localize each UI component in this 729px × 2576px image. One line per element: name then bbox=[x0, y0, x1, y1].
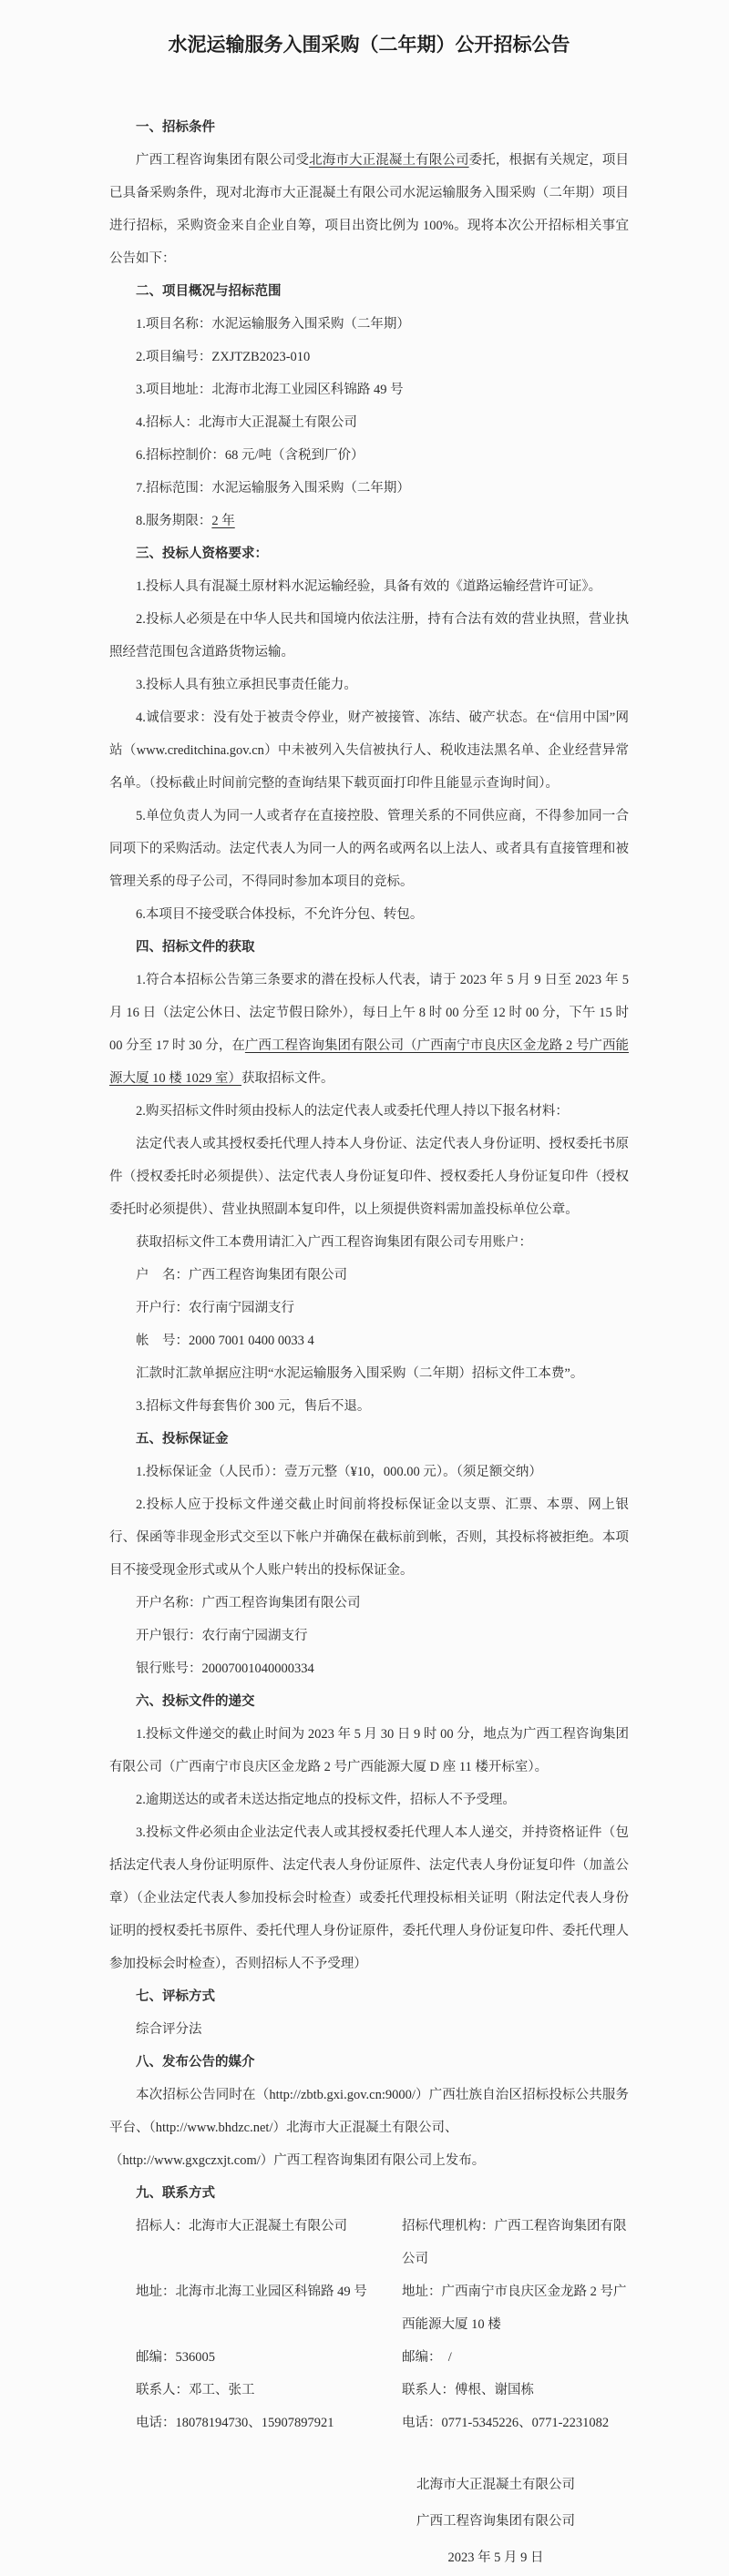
qualification-item-2: 2.投标人必须是在中华人民共和国境内依法注册，持有合法有效的营业执照，营业执照经营范围包含道路货物运输。 bbox=[109, 612, 629, 659]
publish-media-paragraph: 本次招标公告同时在（http://zbtb.gxi.gov.cn:9000/）广西壮族自治区招标投标公共服务平台、（http://www.bhdzc.net/）北海市大正混凝土有限公司、 bbox=[109, 2088, 629, 2135]
tenderer-contact-name: 招标人：北海市大正混凝土有限公司 bbox=[136, 2219, 347, 2234]
contact-row-persons bbox=[109, 2374, 629, 2407]
contact-row-addresses bbox=[109, 2275, 629, 2341]
qualification-item-4: 4.诚信要求：没有处于被责令停业，财产被接管、冻结、破产状态。在“信用中国”网站（www.creditchina.gov.cn）中未被列入失信被执行人、税收违法黑名单、企业经营异常名单。（投标截止时间前完整的查询结果下载页面打印件且能显示查询时间）。 bbox=[109, 710, 629, 791]
section-4-heading: 四、招标文件的获取 bbox=[136, 940, 255, 955]
representative-materials-paragraph: 法定代表人或其授权委托代理人持本人身份证、法定代表人身份证明、授权委托书原件（授权委托时必须提供）、法定代表人身份证复印件、授权委托人身份证复印件（授权委托时必须提供）、营业执照副本复印件，以上须提供资料需加盖投标单位公章。 bbox=[109, 1137, 629, 1217]
document-title: 水泥运输服务入围采购（二年期）公开招标公告 bbox=[168, 34, 570, 56]
tenderer-signature: 北海市大正混凝土有限公司 bbox=[416, 2478, 575, 2492]
agency-postcode: 邮编： / bbox=[402, 2350, 452, 2365]
section-1-intro-paragraph bbox=[109, 144, 629, 275]
remittance-note: 汇款时汇款单据应注明“水泥运输服务入围采购（二年期）招标文件工本费”。 bbox=[136, 1366, 584, 1381]
document-price-item: 3.招标文件每套售价 300 元，售后不退。 bbox=[136, 1399, 371, 1414]
control-price-item: 6.招标控制价：68 元/吨（含税到厂价） bbox=[136, 448, 364, 463]
fee-bank-name: 开户行：农行南宁园湖支行 bbox=[136, 1301, 294, 1315]
section-5-heading: 五、投标保证金 bbox=[136, 1432, 229, 1446]
purchase-materials-paragraph: 2.购买招标文件时须由投标人的法定代表人或委托代理人持以下报名材料： bbox=[136, 1104, 569, 1119]
qualification-item-3: 3.投标人具有独立承担民事责任能力。 bbox=[136, 678, 357, 692]
tenderer-contact-person: 联系人：邓工、张工 bbox=[136, 2383, 255, 2397]
entrusting-company-underlined: 北海市大正混凝土有限公司 bbox=[309, 153, 469, 168]
bond-bank-name: 开户银行：农行南宁园湖支行 bbox=[136, 1629, 308, 1643]
bid-bond-payment-paragraph: 2.投标人应于投标文件递交截止时间前将投标保证金以支票、汇票、本票、网上银行、保函等非现金形式交至以下帐户并确保在截标前到帐，否则，其投标将被拒绝。本项目不接受现金形式或从个人账户转出的投标保证金。 bbox=[109, 1498, 629, 1578]
submission-credentials-item: 3.投标文件必须由企业法定代表人或其授权委托代理人本人递交，并持资格证件（包括法定代表人身份证明原件、法定代表人身份证原件、法定代表人身份证复印件（加盖公章）（企业法定代表人参加投标会时检查）或委托代理投标相关证明（附法定代表人身份证明的授权委托书原件、委托代理人身份证原件，委托代理人身份证复印件、委托代理人参加投标会时检查），否则招标人不予受理） bbox=[109, 1825, 629, 1971]
section-9-heading: 九、联系方式 bbox=[136, 2186, 215, 2201]
qualification-item-1: 1.投标人具有混凝土原材料水泥运输经验，具备有效的《道路运输经营许可证》。 bbox=[136, 579, 602, 594]
tenderer-postcode: 邮编：536005 bbox=[136, 2350, 215, 2365]
bond-account-number: 银行账号：20007001040000334 bbox=[136, 1661, 314, 1676]
intro-post-text: 委托，根据有关规定，项目已具备采购条件，现对北海市大正混凝土有限公司水泥运输服务入围采购（二年期）项目进行招标，采购资金来自企业自筹，项目出资比例为 100%。现将本次公开招标相关事宜公告如下： bbox=[109, 153, 629, 266]
section-6-heading: 六、投标文件的递交 bbox=[136, 1694, 255, 1709]
bond-account-name: 开户名称：广西工程咨询集团有限公司 bbox=[136, 1596, 361, 1610]
contact-row-postcodes bbox=[109, 2341, 629, 2374]
tenderer-item: 4.招标人：北海市大正混凝土有限公司 bbox=[136, 415, 357, 430]
section-8-heading: 八、发布公告的媒介 bbox=[136, 2055, 255, 2070]
evaluation-method: 综合评分法 bbox=[136, 2022, 202, 2037]
bid-bond-amount-item: 1.投标保证金（人民币）：壹万元整（¥10，000.00 元）。（须足额交纳） bbox=[136, 1465, 542, 1479]
publish-media-paragraph-2: （http://www.gxgczxjt.com/）广西工程咨询集团有限公司上发布。 bbox=[109, 2153, 486, 2168]
tenderer-address: 地址：北海市北海工业园区科锦路 49 号 bbox=[136, 2285, 367, 2299]
fee-account-number: 帐 号：2000 7001 0400 0033 4 bbox=[136, 1334, 314, 1348]
project-address-item: 3.项目地址：北海市北海工业园区科锦路 49 号 bbox=[136, 383, 404, 397]
agency-phone: 电话：0771-5345226、0771-2231082 bbox=[402, 2416, 610, 2430]
section-7-heading: 七、评标方式 bbox=[136, 1989, 215, 2004]
contact-row-phones bbox=[109, 2407, 629, 2439]
obtain-place-underlined: 广西工程咨询集团有限公司（广西南宁市良庆区金龙路 2 号广西能源大厦 10 楼 1029 室） bbox=[109, 1038, 630, 1086]
section-3-heading: 三、投标人资格要求： bbox=[136, 547, 268, 561]
document-fee-remit-paragraph: 获取招标文件工本费用请汇入广西工程咨询集团有限公司专用账户： bbox=[136, 1235, 532, 1250]
project-name-item: 1.项目名称：水泥运输服务入围采购（二年期） bbox=[136, 317, 410, 332]
fee-account-name: 户 名：广西工程咨询集团有限公司 bbox=[136, 1268, 347, 1283]
service-period-value-underlined: 2 年 bbox=[211, 514, 235, 528]
submission-deadline-item: 1.投标文件递交的截止时间为 2023 年 5 月 30 日 9 时 00 分，地点为广西工程咨询集团有限公司（广西南宁市良庆区金龙路 2 号广西能源大厦 D 座 11 楼开标室）。 bbox=[109, 1727, 629, 1774]
obtain-time-text: 1.符合本招标公告第三条要求的潜在投标人代表，请于 2023 年 5 月 9 日至 2023 年 5 月 16 日（法定公休日、法定节假日除外），每日上午 8 时 00 分至 12 时 00 分，下午 15 时 00 分至 17 时 30 分，在 bbox=[109, 973, 629, 1053]
tenderer-phone: 电话：18078194730、15907897921 bbox=[136, 2416, 334, 2430]
document-obtain-paragraph bbox=[109, 964, 629, 1095]
announcement-date: 2023 年 5 月 9 日 bbox=[447, 2550, 544, 2565]
intro-pre-text: 广西工程咨询集团有限公司受 bbox=[136, 153, 310, 168]
section-1-heading: 一、招标条件 bbox=[136, 120, 215, 135]
obtain-post-text: 获取招标文件。 bbox=[241, 1071, 334, 1086]
agency-address: 地址：广西南宁市良庆区金龙路 2 号广西能源大厦 10 楼 bbox=[402, 2285, 627, 2332]
qualification-item-5: 5.单位负责人为同一人或者存在直接控股、管理关系的不同供应商，不得参加同一合同项下的采购活动。法定代表人为同一人的两名或两名以上法人、或者具有直接管理和被管理关系的母子公司，不得同时参加本项目的竞标。 bbox=[109, 809, 629, 889]
service-period-label: 8.服务期限： bbox=[136, 514, 212, 528]
service-period-item bbox=[109, 505, 629, 537]
project-number-item: 2.项目编号：ZXJTZB2023-010 bbox=[136, 350, 311, 364]
section-2-heading: 二、项目概况与招标范围 bbox=[136, 284, 282, 299]
late-submission-item: 2.逾期送达的或者未送达指定地点的投标文件，招标人不予受理。 bbox=[136, 1793, 516, 1807]
bidding-scope-item: 7.招标范围：水泥运输服务入围采购（二年期） bbox=[136, 481, 410, 496]
contact-row-names bbox=[109, 2210, 629, 2275]
agency-contact-person: 联系人：傅根、谢国栋 bbox=[402, 2383, 534, 2397]
qualification-item-6: 6.本项目不接受联合体投标，不允许分包、转包。 bbox=[136, 907, 424, 922]
agency-contact-name: 招标代理机构：广西工程咨询集团有限公司 bbox=[402, 2219, 627, 2266]
signature-block bbox=[368, 2467, 623, 2576]
agency-signature: 广西工程咨询集团有限公司 bbox=[416, 2514, 575, 2529]
